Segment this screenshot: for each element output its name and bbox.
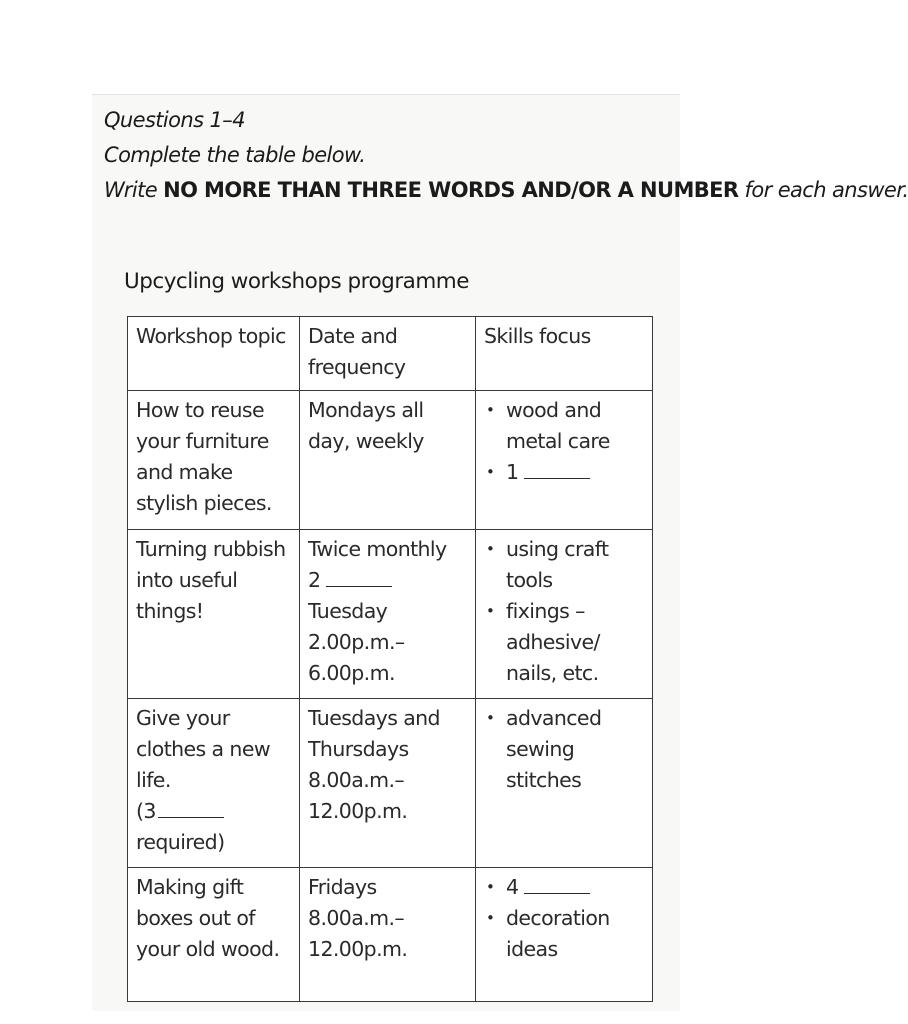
date-cell [300,868,476,1002]
gap-line [308,565,469,596]
skill-item: • using craft tools [484,534,646,596]
column-header-topic: Workshop topic [128,317,300,391]
skill-item: • fixings – adhesive/ nails, etc. [484,596,646,689]
gap-number: 2 [308,568,321,592]
gap-item [484,872,646,903]
date-line: 12.00p.m. [308,799,408,823]
date-line: 12.00p.m. [308,937,408,961]
date-cell: Mondays all day, weekly [300,391,476,530]
date-cell [300,530,476,699]
date-line: Tuesdays and [308,706,440,730]
table-title: Upcycling workshops programme [124,269,469,294]
answer-blank-1[interactable] [524,460,590,479]
topic-text-after: required) [136,830,225,854]
date-line: Fridays [308,875,377,899]
skills-cell [476,868,653,1002]
skill-item: • wood and metal care [484,395,646,457]
date-line: 8.00a.m.– [308,768,405,792]
topic-cell: Making gift boxes out of your old wood. [128,868,300,1002]
skill-item: • decoration ideas [484,903,646,965]
topic-cell: Turning rubbish into useful things! [128,530,300,699]
instruction-text: Complete the table below. [104,143,366,167]
topic-cell: How to reuse your furniture and make stylish pieces. [128,391,300,530]
gap-number: 4 [506,875,519,899]
gap-number: 1 [506,460,519,484]
gap-line [136,796,293,827]
skill-item: • advanced sewing stitches [484,703,646,796]
write-prefix: Write [104,178,158,202]
topic-cell [128,699,300,868]
answer-blank-3[interactable] [158,799,224,818]
column-header-date: Date and frequency [300,317,476,391]
gap-item [484,457,646,488]
instructions [104,103,908,208]
answer-blank-2[interactable] [326,568,392,587]
table-row [128,391,653,530]
worksheet [92,94,908,1011]
date-line: 8.00a.m.– [308,906,405,930]
answer-blank-4[interactable] [524,875,590,894]
word-limit: NO MORE THAN THREE WORDS AND/OR A NUMBER [163,178,739,202]
date-line: 2.00p.m.– [308,630,405,654]
column-header-skills: Skills focus [476,317,653,391]
date-line: Tuesday [308,599,388,623]
write-suffix: for each answer. [744,178,908,202]
skills-cell [476,391,653,530]
date-line: Twice monthly [308,537,447,561]
date-line: 6.00p.m. [308,661,395,685]
table-row [128,530,653,699]
table-header-row [128,317,653,391]
skills-cell [476,530,653,699]
questions-heading: Questions 1–4 [104,108,245,132]
table-row [128,868,653,1002]
topic-text: Give your clothes a new life. [136,706,270,792]
gap-number: (3 [136,799,156,823]
date-cell [300,699,476,868]
skills-cell [476,699,653,868]
table-row [128,699,653,868]
word-limit-line-1 [104,173,908,208]
workshops-table [127,316,653,1002]
date-line: Thursdays [308,737,409,761]
